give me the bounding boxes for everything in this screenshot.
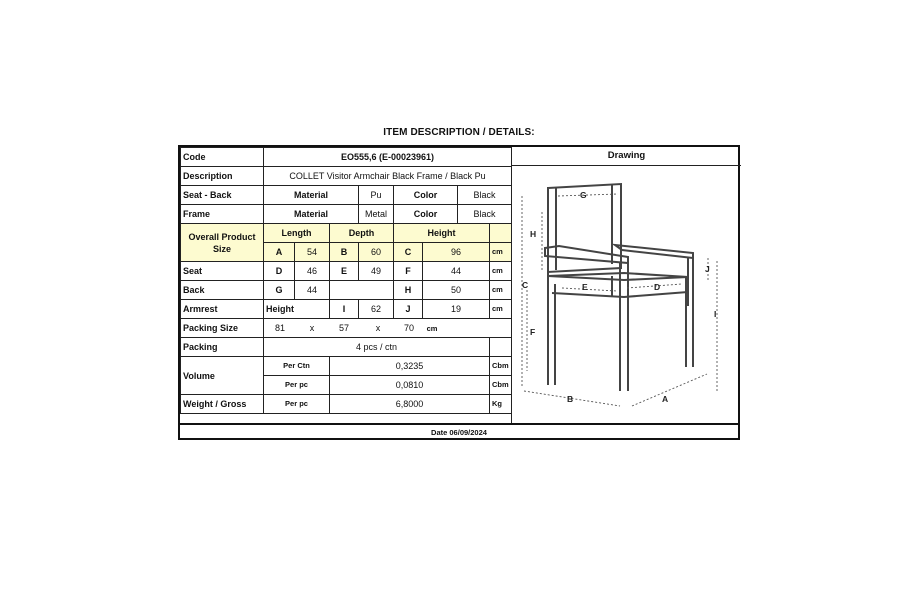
seat-back-row <box>181 186 512 205</box>
packing-width: 57 <box>338 322 349 333</box>
packing-length: 81 <box>274 322 285 333</box>
back-unit: cm <box>490 281 512 300</box>
letter-b: B <box>330 243 359 262</box>
value-g: 44 <box>295 281 330 300</box>
packing-unit: cm <box>426 323 438 333</box>
per-ctn-label: Per Ctn <box>264 357 330 376</box>
armrest-unit: cm <box>490 300 512 319</box>
drawing-label-a: A <box>662 394 669 404</box>
volume-label: Volume <box>181 357 264 395</box>
value-d: 46 <box>295 262 330 281</box>
packing-x-2: x <box>375 322 381 333</box>
packing-value: 4 pcs / ctn <box>264 338 490 357</box>
packing-size-values <box>264 319 512 338</box>
packing-empty-cell <box>490 338 512 357</box>
drawing-label-h: H <box>530 229 537 239</box>
packing-label: Packing <box>181 338 264 357</box>
letter-c: C <box>394 243 423 262</box>
seat-label: Seat <box>181 262 264 281</box>
packing-height: 70 <box>403 322 414 333</box>
per-ctn-value: 0,3235 <box>330 357 490 376</box>
volume-row-ctn <box>181 357 512 376</box>
letter-h: H <box>394 281 423 300</box>
chair-drawing <box>512 166 741 423</box>
frame-color: Black <box>458 205 512 224</box>
frame-material-label: Material <box>264 205 359 224</box>
code-row <box>181 148 512 167</box>
letter-i: I <box>330 300 359 319</box>
armrest-height-label: Height <box>264 300 330 319</box>
weight-value: 6,8000 <box>330 395 490 414</box>
length-label: Length <box>264 224 330 243</box>
frame-material: Metal <box>359 205 394 224</box>
packing-size-row <box>181 319 512 338</box>
value-h: 50 <box>423 281 490 300</box>
frame-color-label: Color <box>394 205 458 224</box>
spec-sheet <box>178 145 740 440</box>
frame-label: Frame <box>181 205 264 224</box>
code-value: EO555,6 (E-00023961) <box>264 148 512 167</box>
seat-back-label: Seat - Back <box>181 186 264 205</box>
weight-per-pc-label: Per pc <box>264 395 330 414</box>
drawing-panel <box>511 147 741 423</box>
drawing-label-e: E <box>582 282 588 292</box>
packing-size-label: Packing Size <box>181 319 264 338</box>
weight-row <box>181 395 512 414</box>
per-ctn-unit: Cbm <box>490 357 512 376</box>
letter-d: D <box>264 262 295 281</box>
drawing-label-j: J <box>705 264 710 274</box>
overall-empty-cell <box>490 224 512 243</box>
seat-back-color: Black <box>458 186 512 205</box>
letter-f: F <box>394 262 423 281</box>
per-pc-label: Per pc <box>264 376 330 395</box>
frame-row <box>181 205 512 224</box>
drawing-label-b: B <box>567 394 574 404</box>
drawing-label-d: D <box>654 282 661 292</box>
value-c: 96 <box>423 243 490 262</box>
footer-date: Date 06/09/2024 <box>180 423 738 442</box>
chair-outline <box>545 184 693 391</box>
letter-g: G <box>264 281 295 300</box>
armrest-label: Armrest <box>181 300 264 319</box>
per-pc-unit: Cbm <box>490 376 512 395</box>
overall-size-label: Overall Product Size <box>181 224 264 262</box>
drawing-label-c: C <box>522 280 529 290</box>
code-label: Code <box>181 148 264 167</box>
value-e: 49 <box>359 262 394 281</box>
per-pc-value: 0,0810 <box>330 376 490 395</box>
spec-table <box>180 147 512 414</box>
value-b: 60 <box>359 243 394 262</box>
back-label: Back <box>181 281 264 300</box>
seat-back-material: Pu <box>359 186 394 205</box>
letter-a: A <box>264 243 295 262</box>
depth-label: Depth <box>330 224 394 243</box>
drawing-heading: Drawing <box>512 147 741 166</box>
packing-row <box>181 338 512 357</box>
overall-header-row <box>181 224 512 243</box>
weight-label: Weight / Gross <box>181 395 264 414</box>
armrest-row <box>181 300 512 319</box>
overall-unit: cm <box>490 243 512 262</box>
height-label: Height <box>394 224 490 243</box>
weight-unit: Kg <box>490 395 512 414</box>
seat-back-color-label: Color <box>394 186 458 205</box>
letter-j: J <box>394 300 423 319</box>
value-a: 54 <box>295 243 330 262</box>
page-title: ITEM DESCRIPTION / DETAILS: <box>383 127 535 138</box>
description-row <box>181 167 512 186</box>
packing-x-1: x <box>309 322 315 333</box>
value-j: 19 <box>423 300 490 319</box>
drawing-label-i: I <box>714 309 717 319</box>
description-label: Description <box>181 167 264 186</box>
back-empty-cell <box>330 281 394 300</box>
letter-e: E <box>330 262 359 281</box>
drawing-label-f: F <box>530 327 536 337</box>
drawing-label-g: G <box>580 190 587 200</box>
back-row <box>181 281 512 300</box>
seat-back-material-label: Material <box>264 186 359 205</box>
value-f: 44 <box>423 262 490 281</box>
seat-row <box>181 262 512 281</box>
description-value: COLLET Visitor Armchair Black Frame / Black Pu <box>264 167 512 186</box>
value-i: 62 <box>359 300 394 319</box>
seat-unit: cm <box>490 262 512 281</box>
